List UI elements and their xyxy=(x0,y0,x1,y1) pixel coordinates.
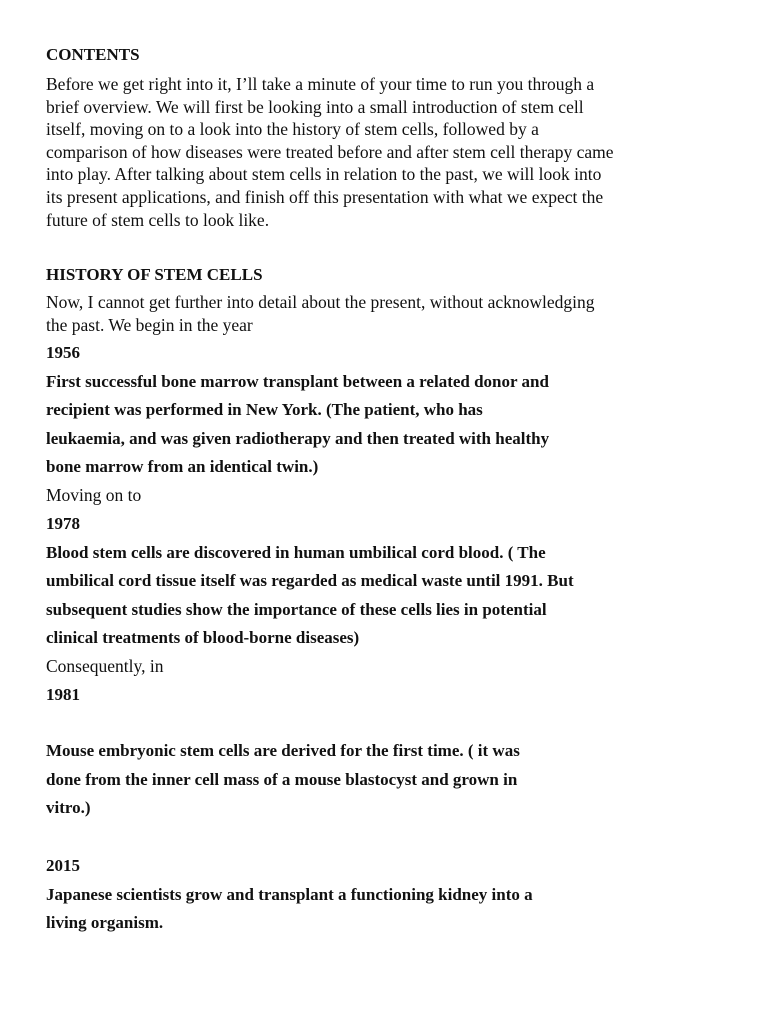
entry-line: umbilical cord tissue itself was regarded as medical waste until 1991. But xyxy=(46,571,574,590)
year-label: 1978 xyxy=(46,514,80,533)
entry-line: First successful bone marrow transplant between a related donor and xyxy=(46,371,549,391)
entry-2015 xyxy=(46,852,533,938)
entry-line: subsequent studies show the importance of these cells lies in potential xyxy=(46,599,547,619)
contents-line: into play. After talking about stem cells in relation to the past, we will look into xyxy=(46,164,602,185)
entry-line: bone marrow from an identical twin.) xyxy=(46,457,319,476)
entry-line: Mouse embryonic stem cells are derived for the first time. ( it was xyxy=(46,741,520,760)
entry-line: clinical treatments of blood-borne diseases) xyxy=(46,628,360,647)
transition-text: Moving on to xyxy=(46,485,142,505)
history-heading: HISTORY OF STEM CELLS xyxy=(46,265,263,284)
contents-line: future of stem cells to look like. xyxy=(46,209,270,230)
entry-line: Japanese scientists grow and transplant a functioning kidney into a xyxy=(46,884,533,904)
entry-line: done from the inner cell mass of a mouse blastocyst and grown in xyxy=(46,769,518,789)
entry-1981 xyxy=(46,737,520,823)
contents-line: Before we get right into it, I’ll take a minute of your time to run you through a xyxy=(46,74,595,94)
entry-line: leukaemia, and was given radiotherapy and then treated with healthy xyxy=(46,428,550,448)
history-intro-line: Now, I cannot get further into detail about the present, without acknowledging xyxy=(46,292,595,312)
year-label: 1956 xyxy=(46,343,80,362)
contents-line: brief overview. We will first be looking into a small introduction of stem cell xyxy=(46,96,584,117)
contents-line: itself, moving on to a look into the history of stem cells, followed by a xyxy=(46,119,539,140)
entry-line: Blood stem cells are discovered in human umbilical cord blood. ( The xyxy=(46,542,546,562)
contents-heading: CONTENTS xyxy=(46,45,140,64)
entry-line: vitro.) xyxy=(46,798,91,817)
entry-line: living organism. xyxy=(46,913,164,932)
contents-line: its present applications, and finish off this presentation with what we expect the xyxy=(46,186,604,207)
entry-line: recipient was performed in New York. (The patient, who has xyxy=(46,400,483,419)
transition-text: Consequently, in xyxy=(46,656,164,676)
year-label: 2015 xyxy=(46,856,80,875)
entry-1956 xyxy=(46,339,549,482)
entry-1978 xyxy=(46,510,574,653)
contents-line: comparison of how diseases were treated before and after stem cell therapy came xyxy=(46,141,614,162)
contents-paragraph xyxy=(46,73,614,231)
year-label: 1981 xyxy=(46,685,80,704)
history-intro xyxy=(46,291,595,336)
history-intro-line: the past. We begin in the year xyxy=(46,314,253,335)
